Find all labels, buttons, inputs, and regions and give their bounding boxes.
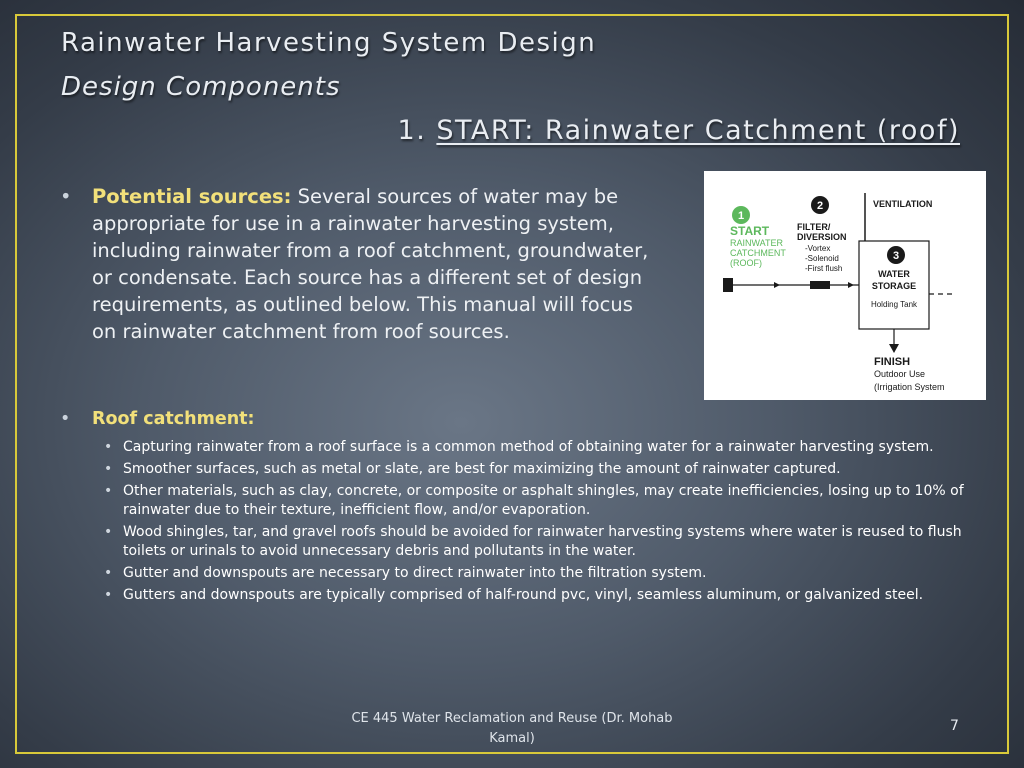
step1-line1: RAINWATER (730, 238, 783, 248)
filter-block (810, 281, 830, 289)
step2-title2: DIVERSION (797, 232, 847, 242)
potential-sources-bullet (60, 183, 660, 345)
step2-number: 2 (816, 200, 824, 212)
list-item: • Gutters and downspouts are typically comprised of half-round pvc, vinyl, seamless aluminum, or galvanized steel. (103, 586, 983, 605)
step2-line2: -Solenoid (805, 254, 839, 263)
roof-catchment-bullet (60, 409, 255, 429)
list-item: • Other materials, such as clay, concrete, or composite or asphalt shingles, may create inefficiencies, losing up to 10% of rainwater due to their texture, inefficient flow, and/or evaporation. (103, 482, 983, 520)
step1-line3: (ROOF) (730, 258, 762, 268)
section-heading (398, 115, 960, 146)
flow-arrow-2 (848, 282, 854, 288)
step3-line1: Holding Tank (870, 300, 918, 309)
finish-title: FINISH (874, 356, 911, 368)
section-number: 1. (397, 115, 437, 146)
bullet-icon: • (60, 185, 72, 208)
step2-title1: FILTER/ (797, 222, 831, 232)
step2-line3: -First flush (805, 264, 843, 273)
roof-catchment-list (103, 438, 983, 608)
finish-line1: Outdoor Use (874, 369, 926, 379)
system-diagram (704, 171, 986, 400)
slide-title: Rainwater Harvesting System Design (61, 28, 597, 58)
page-number: 7 (950, 718, 959, 734)
finish-line2: (Irrigation System (874, 382, 945, 392)
potential-sources-text: Several sources of water may be appropriate for use in a rainwater harvesting system, including rainwater from a roof catchment, groundwater, or condensate. Each source has a different set of design requirements, as outlined below. This manual will focus on rainwater catchment from roof sources. (92, 185, 649, 343)
step3-title2: STORAGE (871, 281, 917, 291)
slide-subtitle: Design Components (61, 72, 341, 102)
outlet-arrow (889, 344, 899, 353)
step3-title1: WATER (878, 269, 910, 279)
flow-arrow-1 (774, 282, 780, 288)
footer-line2: Kamal) (489, 731, 535, 746)
footer-line1: CE 445 Water Reclamation and Reuse (Dr. Mohab (351, 711, 673, 726)
list-item: • Wood shingles, tar, and gravel roofs should be avoided for rainwater harvesting systems where water is reused to flush toilets or urinals to avoid unnecessary debris and pollutants in the water. (103, 523, 983, 561)
roof-catchment-label: Roof catchment: (92, 409, 255, 429)
step1-number: 1 (737, 210, 745, 222)
roof-inlet-block (723, 278, 733, 292)
bullet-icon: • (60, 409, 71, 429)
step1-title: START (730, 224, 770, 238)
step3-number: 3 (892, 250, 900, 262)
potential-sources-label: Potential sources: (92, 185, 292, 208)
section-title: START: Rainwater Catchment (roof) (436, 115, 960, 146)
list-item: • Gutter and downspouts are necessary to direct rainwater into the filtration system. (103, 564, 983, 583)
slide-footer (330, 709, 694, 749)
list-item: • Smoother surfaces, such as metal or slate, are best for maximizing the amount of rainwater captured. (103, 460, 983, 479)
step1-line2: CATCHMENT (730, 248, 786, 258)
list-item: • Capturing rainwater from a roof surface is a common method of obtaining water for a rainwater harvesting system. (103, 438, 983, 457)
ventilation-label: VENTILATION (873, 199, 933, 209)
step2-line1: -Vortex (805, 244, 831, 253)
